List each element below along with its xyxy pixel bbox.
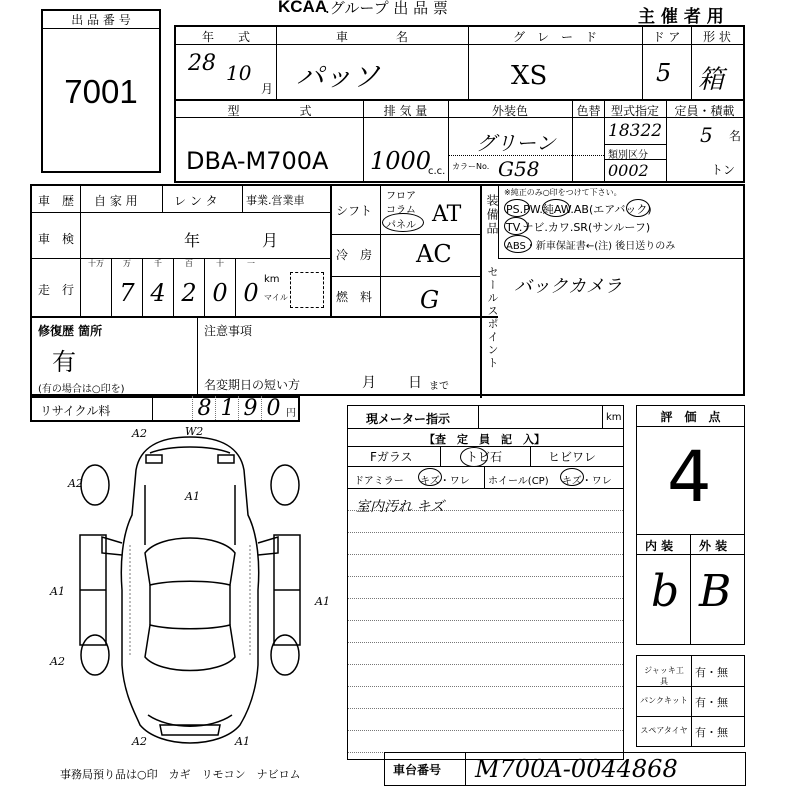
header-title: .グループ 出 品 票 xyxy=(325,0,448,17)
notice-until: まで xyxy=(429,381,449,392)
short-term-label: 名変期日の短い方 xyxy=(204,378,301,392)
month-unit: 月 xyxy=(261,82,274,96)
mileage-digit-header: 十万 xyxy=(88,259,104,268)
class-code: 0002 xyxy=(608,161,649,180)
header-logo: KCAA xyxy=(278,0,328,16)
vehicle-box xyxy=(174,25,745,183)
doors-label: ド ア xyxy=(652,30,681,44)
mirror-label: ドアミラー xyxy=(354,476,404,487)
mileage-digit-header: 十 xyxy=(216,259,224,268)
footer-office: 事務局預り品は○印 カギ リモコン ナビロム xyxy=(60,768,301,781)
inspector-title: 【査 定 員 記 入】 xyxy=(424,433,545,446)
glass-crack: ヒビワレ xyxy=(548,450,597,464)
ac-value: AC xyxy=(416,240,452,268)
mirror-value: キズ・ワレ xyxy=(420,476,470,487)
mileage-label: 走 行 xyxy=(38,283,75,297)
type-designation-label: 型式指定 xyxy=(610,104,659,118)
year-label: 年 式 xyxy=(201,30,250,44)
tool-label: スペアタイヤ xyxy=(640,726,688,735)
notice-month: 月 xyxy=(362,375,376,391)
car-diagram xyxy=(40,425,340,755)
shift-label: シフト xyxy=(336,204,373,218)
mileage-digits xyxy=(80,258,266,316)
mileage-digit-cell xyxy=(142,258,173,316)
doors-value: 5 xyxy=(656,59,672,87)
mileage-digit-cell xyxy=(235,258,266,316)
notice-day: 日 xyxy=(408,375,422,391)
capacity-label: 定員・積載 xyxy=(674,104,735,118)
equipment-row1: PS.PW.純AW.AB(エアバック) xyxy=(506,203,652,216)
meter-label: 現メーター指示 xyxy=(366,412,451,426)
mileage-digit-header: 百 xyxy=(185,259,193,268)
mileage-digit-cell xyxy=(80,258,111,316)
damage-mark: A2 xyxy=(132,427,147,440)
glass-chip: トビ石 xyxy=(466,450,503,464)
tool-value: 有・無 xyxy=(695,696,728,709)
history-option-rental: レ ン タ xyxy=(174,194,218,208)
history-box xyxy=(30,184,745,396)
fuel-label: 燃 料 xyxy=(336,290,373,304)
chassis-value: M700A-0044868 xyxy=(475,755,678,783)
vehicle-name: パッソ xyxy=(296,60,381,93)
mileage-digit: 7 xyxy=(119,279,135,307)
year-value: 28 xyxy=(188,51,216,76)
recycle-box xyxy=(30,396,300,422)
organizer-label: 主 催 者 用 xyxy=(638,7,724,27)
damage-mark: A1 xyxy=(185,490,200,503)
damage-mark: A1 xyxy=(50,585,65,598)
wheel-label: ホイール(CP) xyxy=(488,476,549,487)
recycle-label: リサイクル料 xyxy=(40,404,111,418)
mileage-digit-cell xyxy=(111,258,142,316)
chassis-box xyxy=(384,752,746,786)
class-label: 類別区分 xyxy=(608,150,648,161)
recycle-digit: 9 xyxy=(238,396,262,420)
displacement-unit: c.c. xyxy=(428,166,446,177)
displacement-value: 1000 xyxy=(370,147,432,175)
grade-label: グ レ ー ド xyxy=(512,30,597,44)
capacity-value: 5 xyxy=(700,123,713,147)
sales-point-label: セールスポイント xyxy=(486,266,499,370)
mileage-digit: 0 xyxy=(212,279,228,307)
shift-column: コラム xyxy=(386,205,416,216)
inspector-box xyxy=(347,405,624,760)
equipment-row3: ABS・新車保証書←(注) 後日送りのみ xyxy=(506,241,676,252)
load-unit: トン xyxy=(711,163,736,177)
color-value: グリーン xyxy=(476,131,556,155)
recycle-digit: 0 xyxy=(261,396,285,420)
history-option-business: 事業.営業車 xyxy=(246,194,305,207)
mileage-digit-cell xyxy=(173,258,204,316)
name-label: 車 名 xyxy=(335,30,408,44)
exterior-label: 外 装 xyxy=(699,539,728,553)
month-value: 10 xyxy=(226,61,252,85)
shift-floor: フロア xyxy=(386,191,416,202)
color-change-label: 色替 xyxy=(576,104,601,118)
grade-label: 評 価 点 xyxy=(660,410,721,424)
interior-value: b xyxy=(651,566,680,617)
mileage-digit-header: 一 xyxy=(247,259,255,268)
tool-label: ジャッキ工 具 xyxy=(644,666,692,686)
mileage-digit: 0 xyxy=(243,279,259,307)
lot-label: 出 品 番 号 xyxy=(43,11,159,29)
chassis-label: 車台番号 xyxy=(393,763,442,777)
displacement-label: 排 気 量 xyxy=(383,104,428,118)
tool-value: 有・無 xyxy=(695,726,728,739)
equipment-row2: TV.ナビ.カワ.SR(サンルーフ) xyxy=(506,221,651,234)
damage-mark: W2 xyxy=(185,425,204,438)
model-value: DBA-M700A xyxy=(186,147,329,175)
body-label: 形 状 xyxy=(703,30,731,44)
shift-panel: パネル xyxy=(386,220,416,231)
ac-label: 冷 房 xyxy=(336,248,373,262)
mile-label: マイル xyxy=(264,293,288,302)
inspector-note-1: 室内汚れ キズ xyxy=(356,499,445,515)
damage-mark: A1 xyxy=(235,735,250,748)
lot-box xyxy=(41,9,161,173)
damage-mark: A2 xyxy=(68,477,83,490)
inspection-label: 車 検 xyxy=(38,232,75,246)
body-value: 箱 xyxy=(698,65,725,95)
grade-score: 4 xyxy=(667,436,712,518)
mileage-digit-header: 千 xyxy=(154,259,162,268)
color-no-label: カラーNo. xyxy=(452,162,490,171)
inspection-year: 年 xyxy=(184,231,201,250)
color-label: 外装色 xyxy=(491,104,528,118)
type-designation: 18322 xyxy=(608,121,663,141)
repair-value: 有 xyxy=(52,348,76,376)
exterior-value: B xyxy=(699,566,732,617)
sales-point-text: バックカメラ xyxy=(514,276,622,297)
repair-label: 修復歴 箇所 xyxy=(38,324,103,338)
equipment-note: ※純正のみ○印をつけて下さい。 xyxy=(504,188,622,197)
color-no: G58 xyxy=(498,157,540,181)
tool-value: 有・無 xyxy=(695,666,728,679)
fuel-value: G xyxy=(420,286,440,314)
inspection-month: 月 xyxy=(262,231,279,250)
tool-label: パンクキット xyxy=(640,696,688,705)
repair-note: (有の場合は○印を) xyxy=(38,384,125,395)
history-option-private: 自 家 用 xyxy=(94,194,138,208)
recycle-digit: 1 xyxy=(215,396,239,420)
mileage-digit: 4 xyxy=(150,279,166,307)
grade-value: XS xyxy=(511,61,548,91)
damage-mark: A1 xyxy=(315,595,330,608)
grade-box xyxy=(636,405,745,645)
lot-number: 7001 xyxy=(64,73,138,110)
km-label: km xyxy=(264,274,280,285)
recycle-digit: 8 xyxy=(192,396,216,420)
capacity-unit: 名 xyxy=(729,129,742,143)
meter-km: km xyxy=(606,412,622,423)
notice-label: 注意事項 xyxy=(204,324,253,338)
history-label: 車 歴 xyxy=(38,194,75,208)
shift-value: AT xyxy=(432,202,462,227)
recycle-unit: 円 xyxy=(286,408,296,419)
interior-label: 内 装 xyxy=(645,539,674,553)
equipment-label: 装備品 xyxy=(485,194,499,236)
glass-label: Fガラス xyxy=(370,450,413,464)
mileage-digit: 2 xyxy=(181,279,197,307)
damage-mark: A2 xyxy=(50,655,65,668)
wheel-value: キズ・ワレ xyxy=(562,476,612,487)
model-label: 型 式 xyxy=(227,104,312,118)
tools-box xyxy=(636,655,745,747)
mileage-digit-cell xyxy=(204,258,235,316)
damage-mark: A2 xyxy=(132,735,147,748)
mileage-digit-header: 万 xyxy=(123,259,131,268)
